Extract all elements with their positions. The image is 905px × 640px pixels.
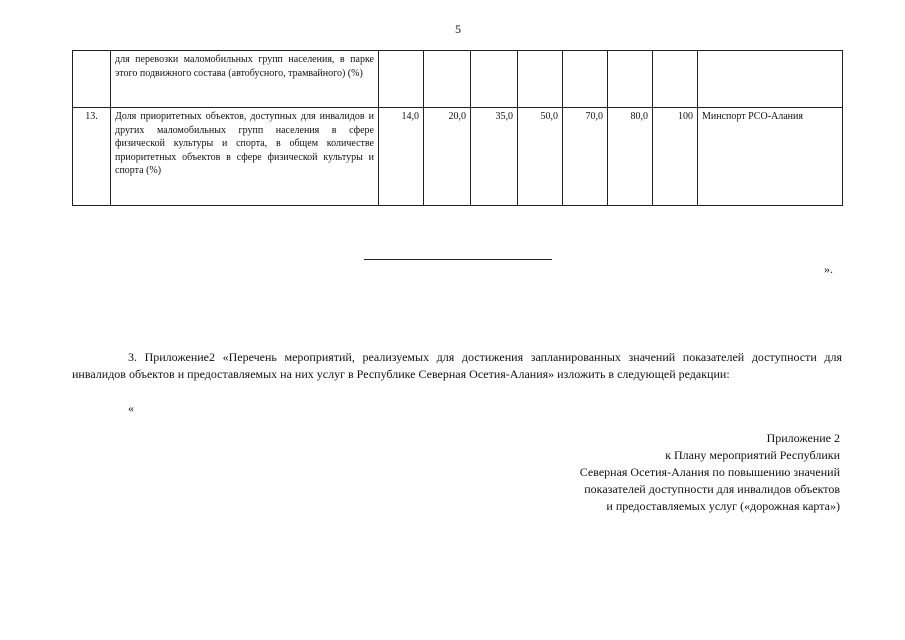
indicator-value: 14,0 xyxy=(379,108,424,206)
indicator-value: 70,0 xyxy=(563,108,608,206)
appendix-line: и предоставляемых услуг («дорожная карта») xyxy=(606,499,840,513)
row-number: 13. xyxy=(73,108,111,206)
indicator-value: 100 xyxy=(653,108,698,206)
executor: Минспорт РСО-Алания xyxy=(698,108,843,206)
appendix-line: показателей доступности для инвалидов объектов xyxy=(584,482,840,496)
appendix-line: к Плану мероприятий Республики xyxy=(665,448,840,462)
indicator-value xyxy=(563,51,608,108)
executor xyxy=(698,51,843,108)
indicator-value: 80,0 xyxy=(608,108,653,206)
paragraph-text: 3. Приложение2 «Перечень мероприятий, реализуемых для достижения запланированных значений показателей доступности для инвалидов объектов и предоставляемых на них услуг в Республике Северная Осетия-Алания» изложить в следующей редакции: xyxy=(72,350,842,381)
closing-quote: ». xyxy=(824,262,833,276)
table-row xyxy=(73,108,843,206)
appendix-line: Приложение 2 xyxy=(766,431,840,445)
row-number xyxy=(73,51,111,108)
indicator-value xyxy=(379,51,424,108)
appendix-line: Северная Осетия-Алания по повышению значений xyxy=(579,465,840,479)
indicator-description: для перевозки маломобильных групп населения, в парке этого подвижного состава (автобусного, трамвайного) (%) xyxy=(111,51,379,108)
indicator-value xyxy=(608,51,653,108)
indicator-value xyxy=(653,51,698,108)
table-row xyxy=(73,51,843,108)
indicators-table xyxy=(72,50,843,206)
amendment-paragraph xyxy=(72,349,842,383)
page-number: 5 xyxy=(455,22,461,36)
indicator-value xyxy=(471,51,518,108)
indicator-value: 35,0 xyxy=(471,108,518,206)
indicator-value xyxy=(424,51,471,108)
separator-line xyxy=(364,259,552,260)
opening-quote: « xyxy=(128,401,134,415)
indicator-value: 50,0 xyxy=(518,108,563,206)
indicator-value xyxy=(518,51,563,108)
indicator-value: 20,0 xyxy=(424,108,471,206)
indicator-description: Доля приоритетных объектов, доступных для инвалидов и других маломобильных групп населения в сфере физической культуры и спорта, в общем количестве приоритетных объектов в сфере физической культуры и спорта (%) xyxy=(111,108,379,206)
appendix-header xyxy=(580,430,840,515)
